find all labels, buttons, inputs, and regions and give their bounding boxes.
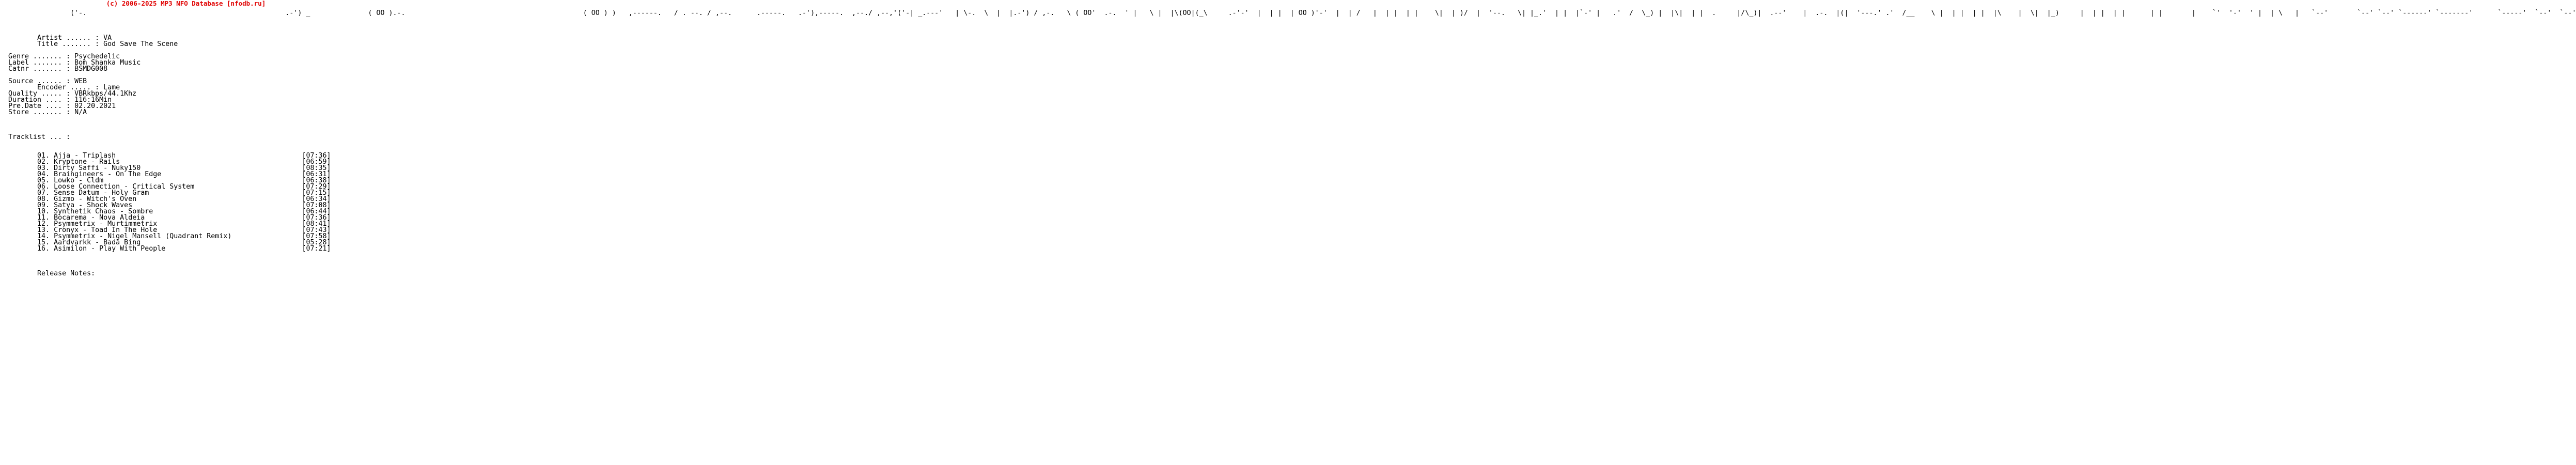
track-title: Dirty Saffi - Nuky150 <box>54 164 141 172</box>
track-duration: [08:41] <box>302 220 331 228</box>
encoder-value: Lame <box>103 84 120 91</box>
track-title: Aardvarkk - Bada Bing <box>54 239 141 246</box>
catnr-value: BSMDG008 <box>74 65 108 73</box>
track-duration: [06:38] <box>302 177 331 184</box>
track-number: 05. <box>37 177 50 184</box>
track-duration: [07:21] <box>302 245 331 253</box>
tracklist-heading: Tracklist ... : <box>8 133 71 141</box>
quality-value: VBRkbps/44.1Khz <box>74 90 137 98</box>
track-title: Lowko - Cldm <box>54 177 104 184</box>
track-title: Gizmo - Witch's Oven <box>54 195 137 203</box>
track-number: 08. <box>37 195 50 203</box>
source-label: Source ...... : <box>8 78 71 85</box>
ascii-logo-line: \_)| .--' | .-. |(| '---.' .' /__ \ | | | | | |\ | <box>1745 9 2022 17</box>
track-duration: [07:29] <box>302 183 331 191</box>
release-notes-heading: Release Notes: <box>37 270 96 277</box>
track-duration: [07:15] <box>302 189 331 197</box>
catnr-label: Catnr ....... : <box>8 65 71 73</box>
track-title: Braingineers - On The Edge <box>54 171 162 178</box>
title-value: God Save The Scene <box>103 40 178 48</box>
track-duration: [08:35] <box>302 164 331 172</box>
quality-label: Quality ..... : <box>8 90 71 98</box>
ascii-logo-line: ('-. .-') _ <box>8 9 310 17</box>
duration-label: Duration .... : <box>8 96 71 104</box>
track-number: 02. <box>37 158 50 166</box>
ascii-logo-line: ,------. / . --. / ,--. .-----. .-'),-----. ,--./ ,--,' <box>616 9 898 17</box>
track-duration: [07:36] <box>302 152 331 160</box>
track-number: 07. <box>37 189 50 197</box>
artist-value: VA <box>103 34 112 42</box>
track-title: Asimilon - Play With People <box>54 245 166 253</box>
track-duration: [06:44] <box>302 208 331 215</box>
track-title: Bocarema - Nova Aldeia <box>54 214 145 222</box>
track-number: 04. <box>37 171 50 178</box>
copyright-header[interactable]: (c) 2006-2025 MP3 NFO Database [nfodb.ru] <box>106 0 266 7</box>
track-number: 10. <box>37 208 50 215</box>
track-row <box>8 245 331 253</box>
track-list <box>8 152 331 253</box>
track-duration: [07:36] <box>302 214 331 222</box>
store-label: Store ....... : <box>8 109 71 116</box>
label-value: Bom Shanka Music <box>74 59 141 67</box>
track-title: Sense Datum - Holy Gram <box>54 189 149 197</box>
track-duration: [06:59] <box>302 158 331 166</box>
track-duration: [06:31] <box>302 171 331 178</box>
track-duration: [05:28] <box>302 239 331 246</box>
track-duration: [07:08] <box>302 202 331 209</box>
track-duration: [07:58] <box>302 233 331 240</box>
predate-value: 02.20.2021 <box>74 102 116 110</box>
ascii-logo-line: \| |_) | | | | | | | | `' '-' ' | | \ | <box>2022 9 2300 17</box>
ascii-logo-line: / | '--. \| |_.' | | |`-' | .' / \_) | |\| | | . |/ <box>1463 9 1745 17</box>
track-number: 11. <box>37 214 50 222</box>
track-duration: [06:34] <box>302 195 331 203</box>
duration-value: 116:16Min <box>74 96 112 104</box>
track-number: 12. <box>37 220 50 228</box>
track-number: 15. <box>37 239 50 246</box>
predate-label: Pre.Date .... : <box>8 102 71 110</box>
track-title: Psymmetrix - Murtimmetrix <box>54 220 158 228</box>
track-number: 09. <box>37 202 50 209</box>
track-title: Synthetik Chaos - Sombre <box>54 208 153 215</box>
track-number: 01. <box>37 152 50 160</box>
source-value: WEB <box>74 78 87 85</box>
label-label: Label ....... : <box>8 59 71 67</box>
track-number: 03. <box>37 164 50 172</box>
ascii-logo-line: ( OO ).-. ( OO ) ) <box>310 9 616 17</box>
encoder-label: Encoder ..... : <box>37 84 100 91</box>
track-title: Psymmetrix - Nigel Mansell (Quadrant Remix) <box>54 233 232 240</box>
genre-value: Psychedelic <box>74 53 120 60</box>
track-title: Kryptone - Rails <box>54 158 120 166</box>
genre-label: Genre ....... : <box>8 53 71 60</box>
track-title: Loose Connection - Critical System <box>54 183 195 191</box>
track-number: 16. <box>37 245 50 253</box>
track-title: Ajja - Triplash <box>54 152 116 160</box>
track-number: 13. <box>37 226 50 234</box>
track-title: Cronyx - Toad In The Hole <box>54 226 158 234</box>
ascii-logo-line: (OO|(_\ .-'-' | | | | OO )'-' | | / | | | | | \| | ) <box>1178 9 1464 17</box>
nfo-text <box>8 10 2576 277</box>
artist-label: Artist ...... : <box>37 34 100 42</box>
ascii-logo-line: ('-| _.---' | \-. \ | |.-') / ,-. \ ( OO' .-. ' | \ | |\ <box>897 9 1179 17</box>
title-label: Title ....... : <box>37 40 100 48</box>
track-number: 14. <box>37 233 50 240</box>
store-value: N/A <box>74 109 87 116</box>
ascii-logo-line: `--' `--' `--' `------' `-------' `-----' `--' `--' <box>2299 9 2576 17</box>
track-title: Satya - Shock Waves <box>54 202 133 209</box>
track-number: 06. <box>37 183 50 191</box>
track-duration: [07:43] <box>302 226 331 234</box>
